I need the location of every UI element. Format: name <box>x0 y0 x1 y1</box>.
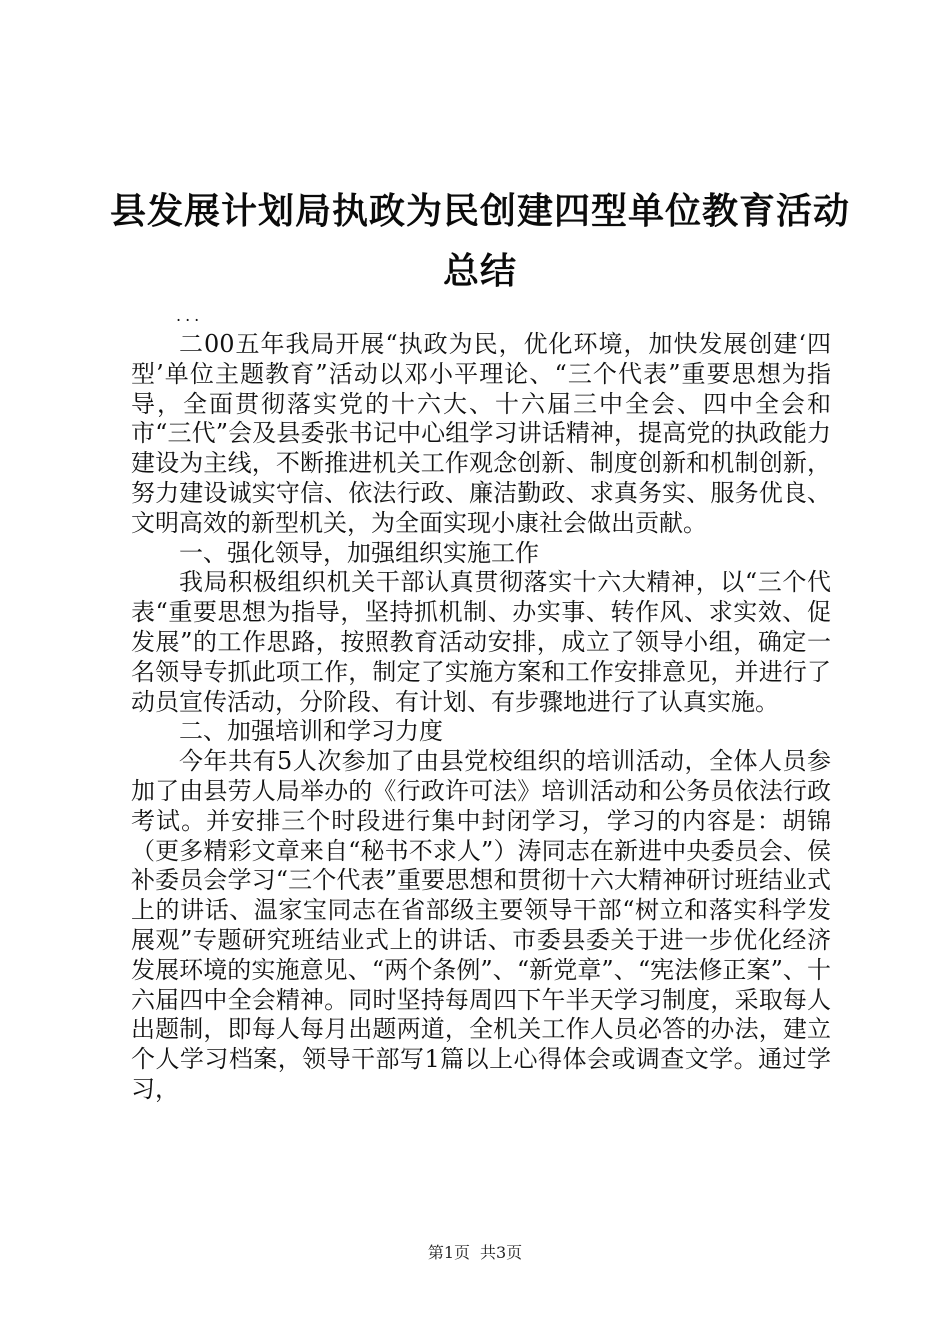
paragraph-section-2: 今年共有5人次参加了由县党校组织的培训活动，全体人员参加了由县劳人局举办的《行政许可法》培训活动和公务员依法行政考试。并安排三个时段进行集中封闭学习，学习的内容是：胡锦（更多精彩文章来自“秘书不求人”）涛同志在新进中央委员会、侯补委员会学习“三个代表”重要思想和贯彻十六大精神研讨班结业式上的讲话、温家宝同志在省部级主要领导干部“树立和落实科学发展观”专题研究班结业式上的讲话、市委县委关于进一步优化经济发展环境的实施意见、“两个条例”、“新党章”、“宪法修正案”、十六届四中全会精神。同时坚持每周四下午半天学习制度，采取每人出题制，即每人每月出题两道，全机关工作人员必答的办法，建立个人学习档案，领导干部写1篇以上心得体会或调查文学。通过学习， <box>131 747 831 1103</box>
paragraph-section-1: 我局积极组织机关干部认真贯彻落实十六大精神，以“三个代表“重要思想为指导，坚持抓机制、办实事、转作风、求实效、促发展”的工作思路，按照教育活动安排，成立了领导小组，确定一名领导专抓此项工作，制定了实施方案和工作安排意见，并进行了动员宣传活动，分阶段、有计划、有步骤地进行了认真实施。 <box>131 568 831 716</box>
paragraph-intro: 二00五年我局开展“执政为民，优化环境，加快发展创建‘四型’单位主题教育”活动以邓小平理论、“三个代表”重要思想为指导，全面贯彻落实党的十六大、十六届三中全会、四中全会和市“三代”会及县委张书记中心组学习讲话精神，提高党的执政能力建设为主线，不断推进机关工作观念创新、制度创新和机制创新，努力建设诚实守信、依法行政、廉洁勤政、求真务实、服务优良、文明高效的新型机关，为全面实现小康社会做出贡献。 <box>131 330 831 537</box>
page-footer <box>0 1243 950 1263</box>
document-body <box>131 330 831 1105</box>
page-total: 共3页 <box>480 1243 523 1262</box>
document-title: 县发展计划局执政为民创建四型单位教育活动总结 <box>109 191 850 292</box>
page-number: 第1页 <box>427 1243 470 1262</box>
leading-dots: ... <box>176 306 204 325</box>
section-heading-2: 二、加强培训和学习力度 <box>179 717 443 746</box>
section-heading-1: 一、强化领导，加强组织实施工作 <box>179 538 539 567</box>
